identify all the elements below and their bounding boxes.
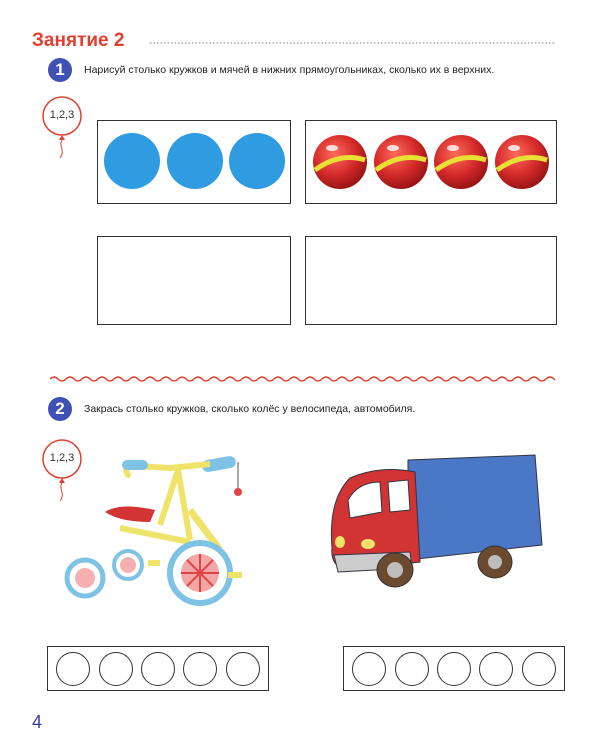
blue-circle xyxy=(167,133,223,189)
colorable-circle[interactable] xyxy=(395,652,429,686)
balloon-label: 1,2,3 xyxy=(49,109,75,121)
title-dotted-line xyxy=(150,40,555,46)
balloon-icon xyxy=(40,94,86,164)
colorable-circle[interactable] xyxy=(56,652,90,686)
tricycle-icon xyxy=(60,450,260,610)
blue-circle xyxy=(229,133,285,189)
red-ball-icon xyxy=(434,135,488,189)
balloon-label: 1,2,3 xyxy=(49,452,75,464)
colorable-circle[interactable] xyxy=(183,652,217,686)
colorable-circle[interactable] xyxy=(479,652,513,686)
colorable-circle[interactable] xyxy=(226,652,260,686)
bottom-left-drawing-rectangle[interactable] xyxy=(97,236,291,325)
red-balls xyxy=(310,132,554,192)
task-1-text: Нарисуй столько кружков и мячей в нижних прямоугольниках, сколько их в верхних. xyxy=(84,64,495,76)
truck-circles-strip xyxy=(343,646,565,691)
colorable-circle[interactable] xyxy=(522,652,556,686)
colorable-circle[interactable] xyxy=(99,652,133,686)
red-ball-icon xyxy=(374,135,428,189)
red-ball-icon xyxy=(313,135,367,189)
colorable-circle[interactable] xyxy=(437,652,471,686)
colorable-circle[interactable] xyxy=(141,652,175,686)
colorable-circle[interactable] xyxy=(352,652,386,686)
task-2-text: Закрась столько кружков, сколько колёс у велосипеда, автомобиля. xyxy=(84,403,416,415)
lesson-title: Занятие 2 xyxy=(32,30,125,51)
page-number: 4 xyxy=(32,712,43,732)
task-2-number-badge: 2 xyxy=(48,397,72,421)
task-1-number-badge: 1 xyxy=(48,58,72,82)
bicycle-circles-strip xyxy=(47,646,269,691)
blue-circle xyxy=(104,133,160,189)
truck-icon xyxy=(320,450,550,590)
wavy-separator xyxy=(50,374,555,384)
red-ball-icon xyxy=(495,135,549,189)
bottom-right-drawing-rectangle[interactable] xyxy=(305,236,557,325)
